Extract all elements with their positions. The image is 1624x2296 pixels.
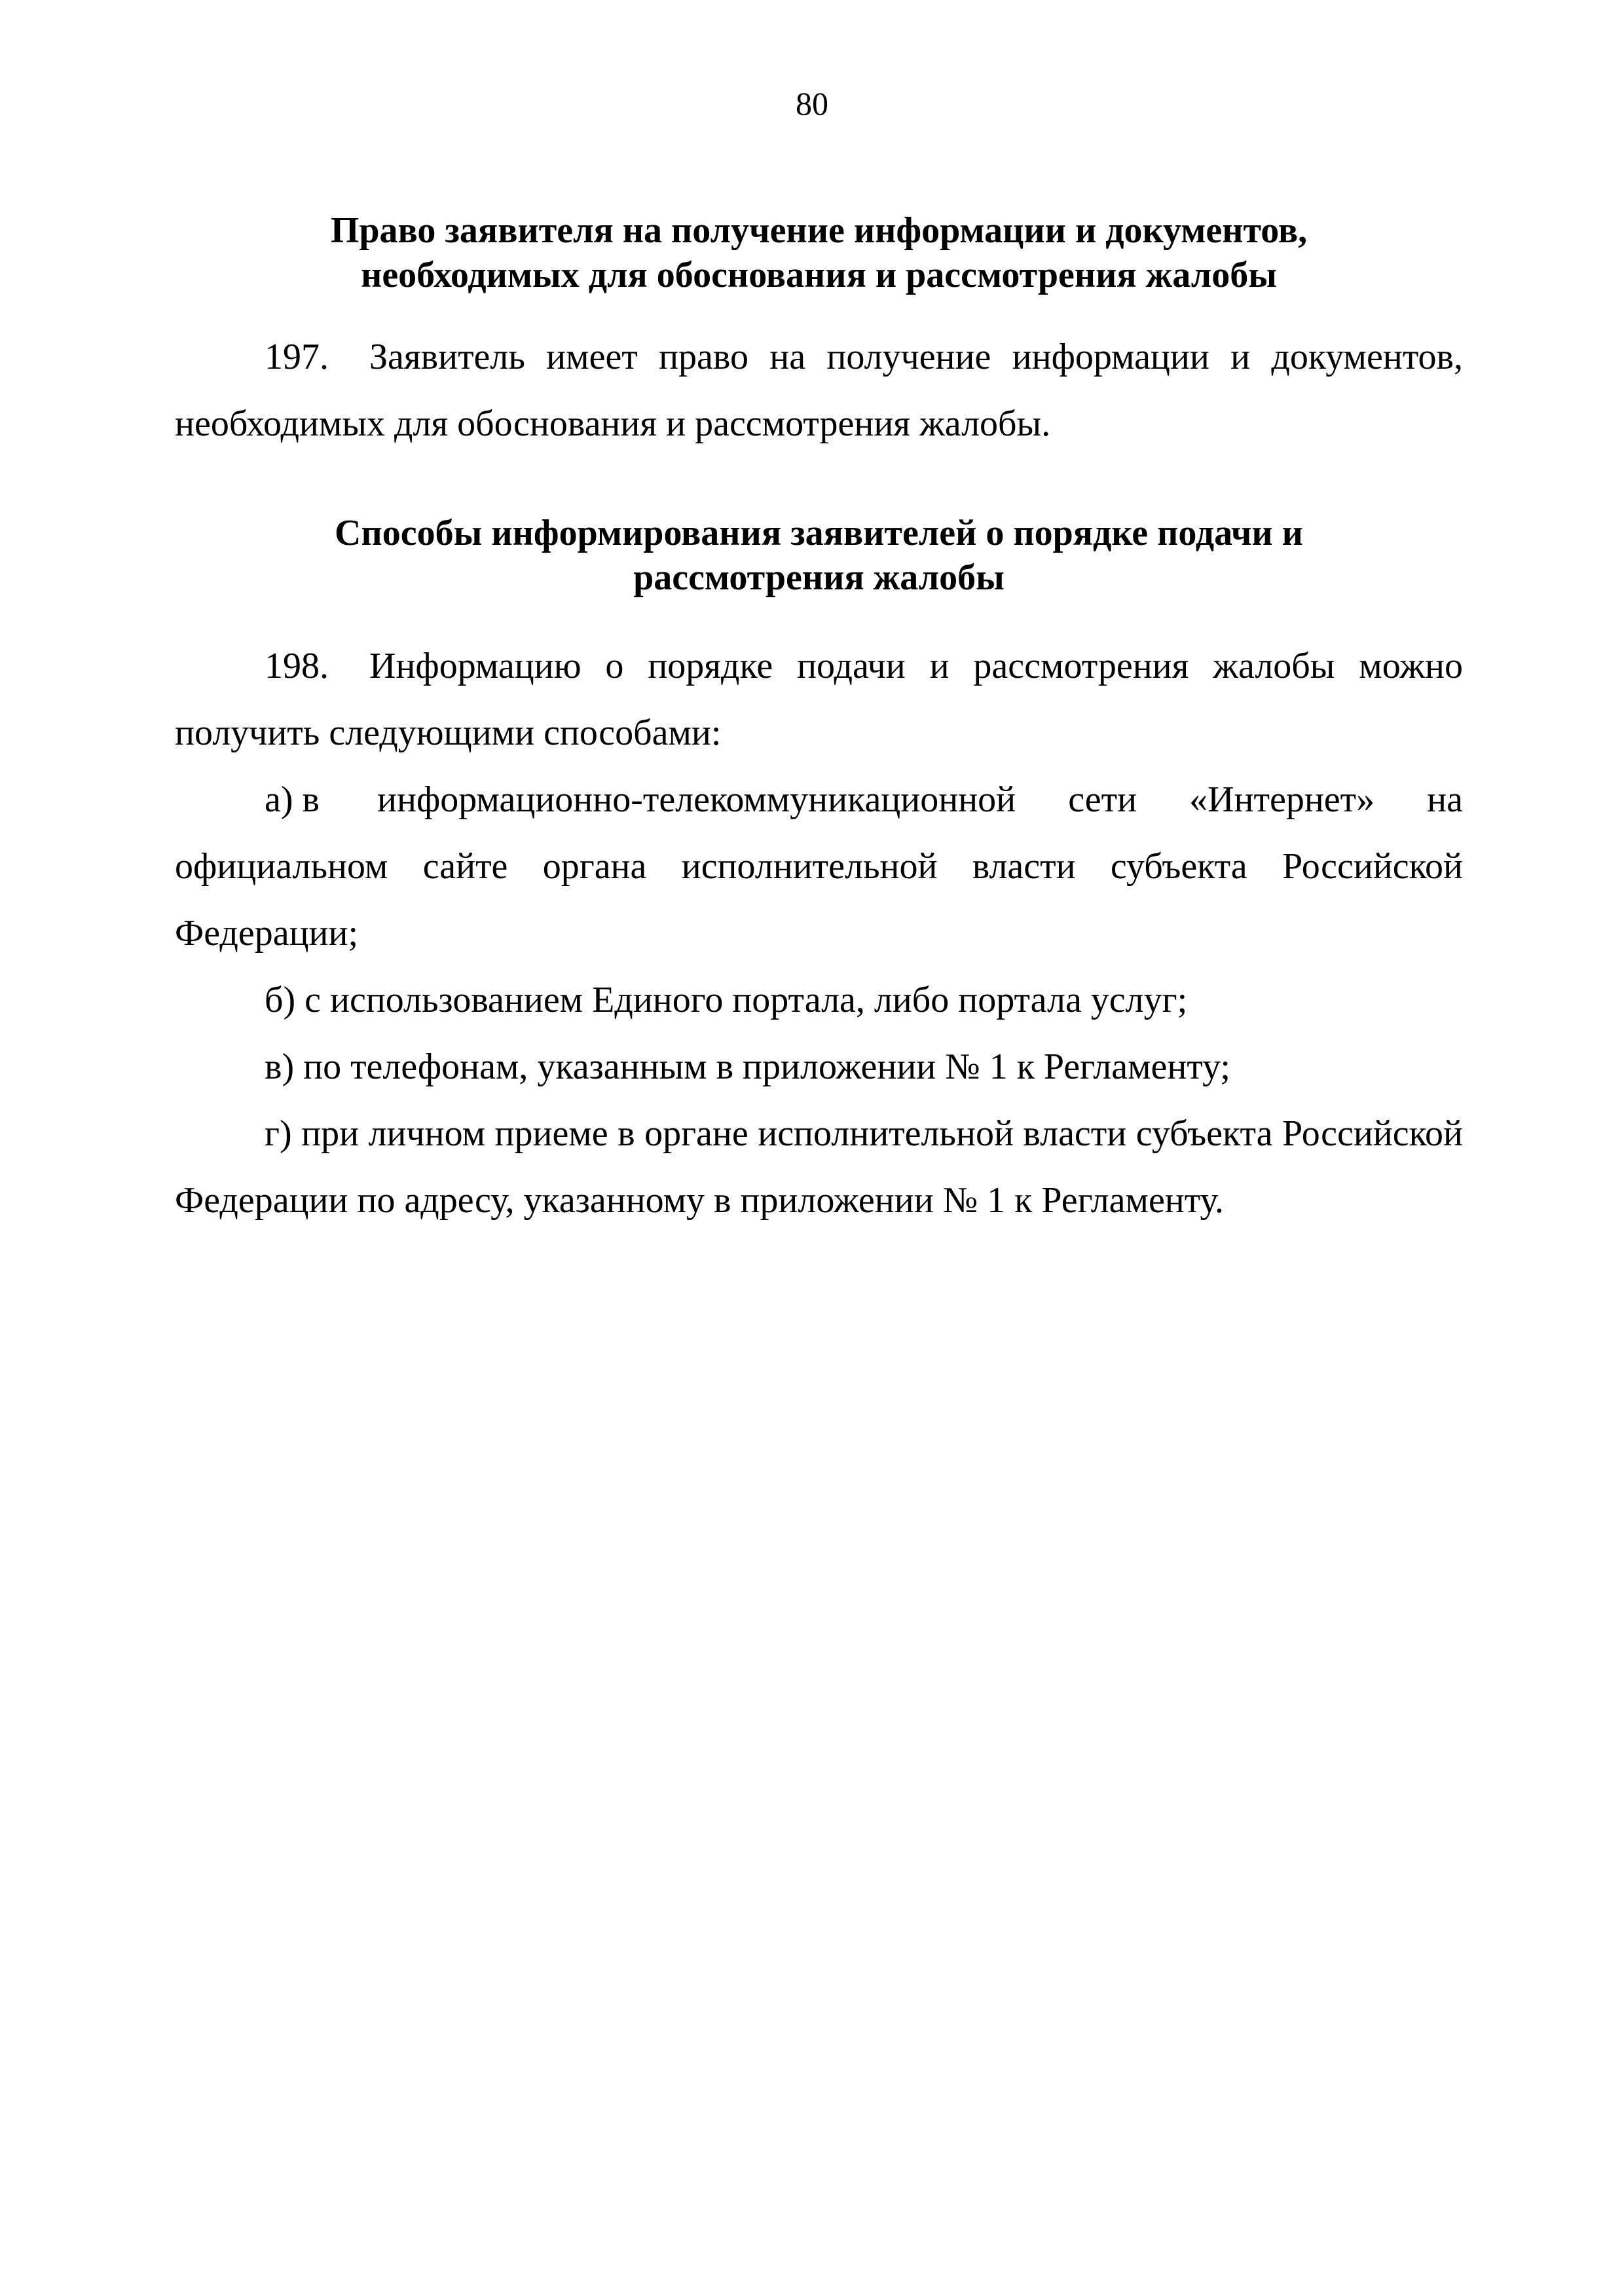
list-item-a-label: а) в bbox=[265, 779, 320, 820]
section2-heading-line2: рассмотрения жалобы bbox=[633, 557, 1005, 598]
list-item-b bbox=[175, 967, 1463, 1033]
section1-heading-block bbox=[175, 208, 1463, 297]
section2-heading-line1: Способы информирования заявителей о порядке подачи и bbox=[335, 513, 1303, 553]
list-item-g-label: г) bbox=[265, 1113, 292, 1154]
list-item-g bbox=[175, 1100, 1463, 1234]
paragraph-197-block bbox=[175, 324, 1463, 457]
section2-heading-block bbox=[175, 511, 1463, 600]
paragraph-197-text: Заявитель имеет право на получение информации и документов, необходимых для обоснования и рассмотрения жалобы. bbox=[175, 337, 1463, 444]
paragraph-198-block bbox=[175, 633, 1463, 1234]
section1-heading bbox=[175, 208, 1463, 297]
section1-heading-line2: необходимых для обоснования и рассмотрения жалобы bbox=[361, 255, 1277, 295]
paragraph-197-number: 197. bbox=[265, 337, 329, 377]
paragraph-198-number: 198. bbox=[265, 646, 329, 686]
list-item-v-label: в) bbox=[265, 1046, 295, 1087]
list-item-v-text: по телефонам, указанным в приложении № 1 к Регламенту; bbox=[303, 1046, 1230, 1087]
page-number: 80 bbox=[796, 85, 828, 122]
section1-heading-line1: Право заявителя на получение информации и документов, bbox=[330, 210, 1308, 251]
section2-heading bbox=[175, 511, 1463, 600]
paragraph-198 bbox=[175, 633, 1463, 766]
paragraph-198-text: Информацию о порядке подачи и рассмотрения жалобы можно получить следующими способами: bbox=[175, 646, 1463, 753]
list-item-b-text: с использованием Единого портала, либо портала услуг; bbox=[304, 980, 1188, 1020]
list-item-a bbox=[175, 766, 1463, 967]
list-item-b-label: б) bbox=[265, 980, 296, 1020]
list-item-a-text: информационно-телекоммуникационной сети «Интернет» на официальном сайте органа исполнительной власти субъекта Российской Федерации; bbox=[175, 779, 1463, 954]
list-item-v bbox=[175, 1033, 1463, 1100]
list-item-g-text: при личном приеме в органе исполнительной власти субъекта Российской Федерации по адресу, указанному в приложении № 1 к Регламенту. bbox=[175, 1113, 1463, 1221]
paragraph-197 bbox=[175, 324, 1463, 457]
